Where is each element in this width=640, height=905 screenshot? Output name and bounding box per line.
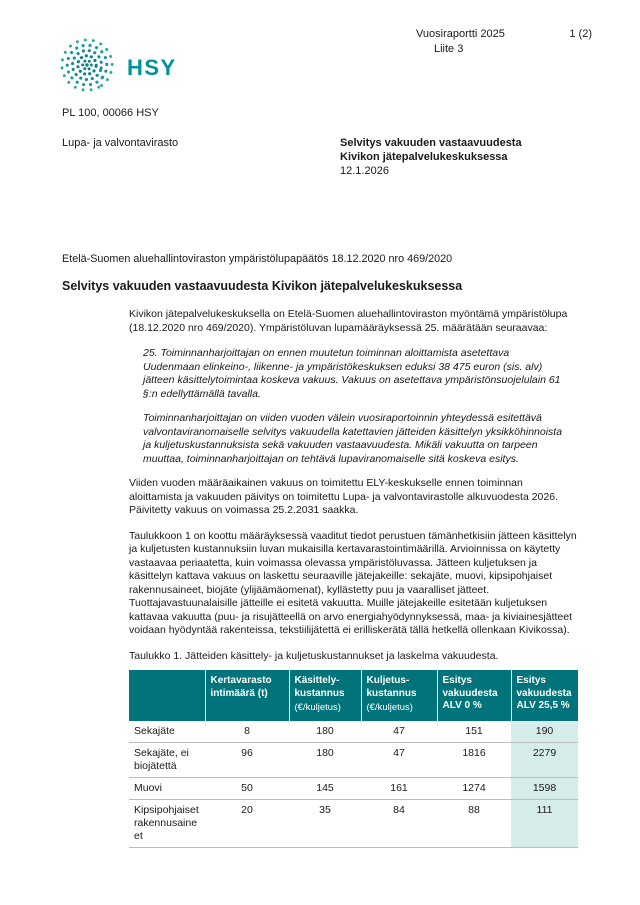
attachment-label: Liite 3 [434,43,464,55]
cell-esitys-alv255: 1598 [511,777,578,799]
cell-kasittely: 180 [289,742,361,777]
table-row [129,742,578,777]
vakuus-table [129,670,578,848]
paragraph-intro: Kivikon jätepalvelukeskuksella on Etelä-Suomen aluehallintoviraston myöntämä ympäristölupa (18.12.2020 nro 469/2020). Ympäristöluvan lupamääräyksessä 25. määrätään seuraavaa: [129,308,568,334]
cell-kasittely: 35 [289,799,361,847]
cell-esitys-alv0: 1274 [437,777,511,799]
cell-esitys-alv0: 88 [437,799,511,847]
report-label: Vuosiraportti 2025 [416,28,505,40]
header-cell-row-label [129,670,205,721]
paragraph-validity: Viiden vuoden määräaikainen vakuus on toimitettu ELY-keskukselle ennen toiminnan aloittamista ja vakuuden päivitys on toimitettu Lupa- ja valvontavirastolle alkuvuodesta 2026. Päivitetty vakuus on voimassa 25.2.2031 saakka. [129,477,558,516]
row-label: Sekajäte, ei biojätettä [129,742,205,777]
header-cell-esitys-alv255: Esitys vakuudesta ALV 25,5 % [511,670,578,721]
document-title: Selvitys vakuuden vastaavuudesta Kivikon jätepalvelukeskuksessa [62,278,463,293]
cell-kuljetus: 47 [361,721,437,743]
permit-clause-quote-1: 25. Toiminnanharjoittajan on ennen muutetun toiminnan aloittamista asetettava Uudenmaan elinkeino-, liikenne- ja ympäristökeskuksen eduksi 38 475 euron (sis. alv) jätteen käsittelytoimintaa koskeva vakuus. Vakuus on asetettava ympäristönsuojelulain 61 §:n edellyttämällä tavalla. [143,347,561,400]
cell-kasittely: 180 [289,721,361,743]
table-row [129,799,578,847]
table-row [129,721,578,743]
cell-kasittely: 145 [289,777,361,799]
header-cell-kuljetuskustannus: Kuljetus- kustannus (€/kuljetus) [361,670,437,721]
permit-clause-quote-2: Toiminnanharjoittajan on viiden vuoden välein vuosiraportoinnin yhteydessä esitettävä valvontaviranomaiselle selvitys vakuudella katettavien jätteiden käsittelyn yksikköhinnoista ja kuljetuskustannuksista sekä vakuuden vastaavuudesta. Mikäli vakuutta on tarpeen muuttaa, toiminnanharjoittajan on tehtävä lupaviranomaiselle sitä koskeva esitys. [143,412,563,465]
hsy-logo-text: HSY [127,54,177,80]
cell-kertavarasto: 20 [205,799,289,847]
document-body [62,253,578,848]
body-indented-content [129,308,578,848]
cell-esitys-alv255: 190 [511,721,578,743]
hsy-dot-spiral-icon [58,36,116,99]
reference-line: Etelä-Suomen aluehallintoviraston ympäristölupapäätös 18.12.2020 nro 469/2020 [62,253,453,265]
row-label: Muovi [129,777,205,799]
document-date: 12.1.2026 [340,165,389,177]
cell-kertavarasto: 50 [205,777,289,799]
subject-line-1: Selvitys vakuuden vastaavuudesta [340,137,522,149]
cell-esitys-alv255: 2279 [511,742,578,777]
header-cell-esitys-alv0: Esitys vakuudesta ALV 0 % [437,670,511,721]
table-header-row [129,670,578,721]
subject-block [340,136,522,178]
cell-esitys-alv0: 1816 [437,742,511,777]
header-cell-kasittelykustannus: Käsittely- kustannus (€/kuljetus) [289,670,361,721]
cell-kertavarasto: 96 [205,742,289,777]
subject-line-2: Kivikon jätepalvelukeskuksessa [340,151,508,163]
cell-esitys-alv0: 151 [437,721,511,743]
org-address: PL 100, 00066 HSY [62,107,159,119]
row-label: Kipsipohjaiset rakennusaineet [129,799,205,847]
cell-kertavarasto: 8 [205,721,289,743]
org-logo [58,36,177,99]
paragraph-table-explanation: Taulukkoon 1 on koottu määräyksessä vaaditut tiedot perustuen tämänhetkisiin jätteen käsittelyn ja kuljetusten kustannuksiin luvan mukaisilla kertavarastointimäärillä. Arvioinnissa on käytetty vastaavaa periaatetta, kuin voimassa olevassa ympäristöluvassa. Jätteen kuljetuksen ja käsittelyn kattava vakuus on laskettu seuraaville jätejakeille: sekajäte, muovi, kipsipohjaiset rakennusaineet, biojäte (ylijäämäomenat), kyllästetty puu ja vaaralliset jätteet. Tuottajavastuunalaisille jätteille ei esitetä vakuutta. Muille jätejakeille esitetään kuljetuksen kattavaa vakuutta (puu- ja risujätteellä on arvo energiahyödynnyksessä, maa- ja kiviainesjätteet voidaan hyödyntää rakenteissa, tekstiilijätettä ei erilliskerätä tällä hetkellä ollenkaan Kivikossa). [129,529,577,636]
org-department: Lupa- ja valvontavirasto [62,137,179,149]
row-label: Sekajäte [129,721,205,743]
header-cell-kertavarastointimaara: Kertavarasto intimäärä (t) [205,670,289,721]
cell-kuljetus: 161 [361,777,437,799]
table-caption: Taulukko 1. Jätteiden käsittely- ja kuljetuskustannukset ja laskelma vakuudesta. [129,649,499,662]
page-number: 1 (2) [569,28,592,40]
table-row [129,777,578,799]
cell-esitys-alv255: 111 [511,799,578,847]
cell-kuljetus: 47 [361,742,437,777]
page-header-reference [416,27,592,57]
cell-kuljetus: 84 [361,799,437,847]
